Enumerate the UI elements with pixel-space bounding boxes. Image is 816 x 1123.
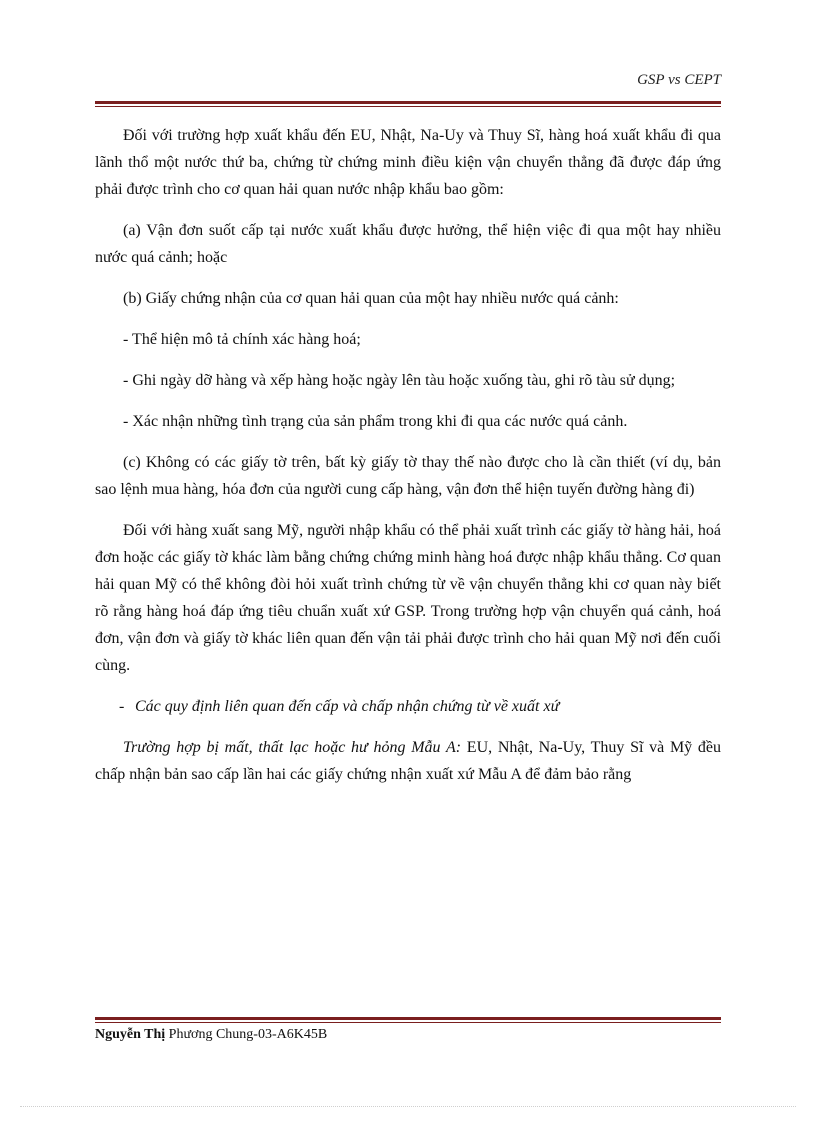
footer-rule	[95, 1017, 721, 1023]
bullet-text: Các quy định liên quan đến cấp và chấp nhận chứng từ về xuất xứ	[135, 698, 560, 715]
footer-author	[95, 1027, 327, 1043]
header-title: GSP vs CEPT	[637, 72, 721, 88]
paragraph: Đối với trường hợp xuất khẩu đến EU, Nhật, Na-Uy và Thuy Sĩ, hàng hoá xuất khẩu đi qua lãnh thổ một nước thứ ba, chứng từ chứng minh điều kiện vận chuyển thẳng đã được đáp ứng phải được trình cho cơ quan hải quan nước nhập khẩu bao gồm:	[95, 127, 721, 198]
paragraph: Đối với hàng xuất sang Mỹ, người nhập khẩu có thể phải xuất trình các giấy tờ hàng hải, hoá đơn hoặc các giấy tờ khác làm bằng chứng chứng minh hàng hoá được nhập khẩu thẳng. Cơ quan hải quan Mỹ có thể không đòi hỏi xuất trình chứng từ về vận chuyển thẳng khi cơ quan này biết rõ rằng hàng hoá đáp ứng tiêu chuẩn xuất xứ GSP. Trong trường hợp vận chuyển quá cảnh, hoá đơn, vận đơn và giấy tờ khác liên quan đến vận tải phải được trình cho hải quan Mỹ nơi đến cuối cùng.	[95, 522, 721, 674]
bullet-dash: -	[119, 698, 125, 715]
paragraph	[95, 734, 721, 788]
footer-author-rest: Phương Chung-03-A6K45B	[165, 1027, 328, 1042]
paragraph: (a) Vận đơn suốt cấp tại nước xuất khẩu được hưởng, thể hiện việc đi qua một hay nhiều nước quá cảnh; hoặc	[95, 222, 721, 266]
paragraph: - Ghi ngày dỡ hàng và xếp hàng hoặc ngày lên tàu hoặc xuống tàu, ghi rõ tàu sử dụng;	[123, 372, 676, 389]
footer-author-bold: Nguyễn Thị	[95, 1027, 166, 1042]
document-body	[95, 122, 721, 788]
paragraph-rest: EU, Nhật, Na-Uy, Thuy Sĩ và Mỹ đều chấp nhận bản sao cấp lần hai các giấy chứng nhận xuất xứ Mẫu A để đảm bảo rằng	[95, 739, 722, 783]
paragraph-italic-lead: Trường hợp bị mất, thất lạc hoặc hư hỏng Mẫu A:	[123, 739, 462, 756]
section-bullet	[95, 693, 721, 720]
paragraph: - Thể hiện mô tả chính xác hàng hoá;	[123, 331, 361, 348]
paragraph: (c) Không có các giấy tờ trên, bất kỳ giấy tờ thay thế nào được cho là cần thiết (ví dụ, bản sao lệnh mua hàng, hóa đơn của người cung cấp hàng, vận đơn thể hiện tuyến đường hàng đi)	[95, 454, 721, 498]
page-edge	[20, 1106, 796, 1107]
header-rule	[95, 101, 721, 107]
paragraph: (b) Giấy chứng nhận của cơ quan hải quan của một hay nhiều nước quá cảnh:	[123, 290, 619, 307]
paragraph: - Xác nhận những tình trạng của sản phẩm trong khi đi qua các nước quá cảnh.	[123, 413, 628, 430]
